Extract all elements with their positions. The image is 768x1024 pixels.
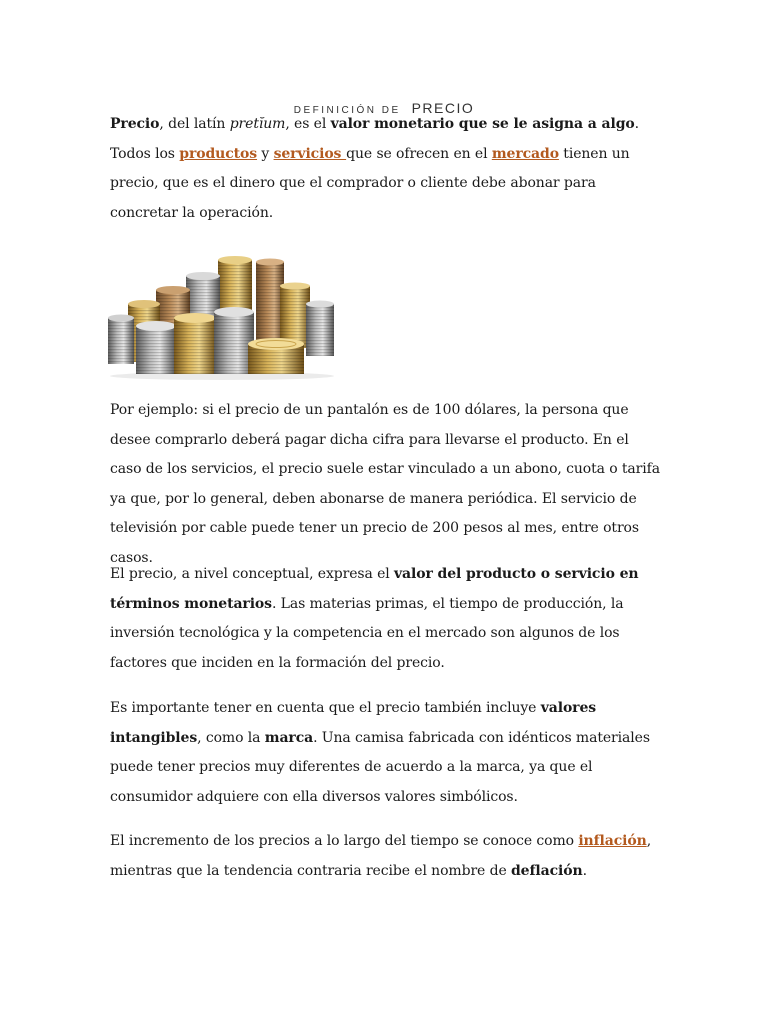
latin-term: pretĭum <box>229 116 286 132</box>
term-precio: Precio <box>110 116 160 132</box>
text-segment: , mientras que la tendencia contraria recibe el nombre de <box>110 833 652 879</box>
text-segment: . Las materias primas, el tiempo de producción, la inversión tecnológica y la competencia en el mercado son algunos de los factores que inciden en la formación del precio. <box>110 595 624 671</box>
paragraph-definition <box>110 110 660 228</box>
text-segment: . Una camisa fabricada con idénticos materiales puede tener precios muy diferentes de acuerdo a la marca, ya que el consumidor adquiere con ella diversos valores simbólicos. <box>110 729 650 805</box>
text-segment: , como la <box>197 729 265 746</box>
paragraph-inflation <box>110 827 660 886</box>
coin-stacks-image <box>108 256 336 380</box>
marca-emphasis: marca <box>264 729 314 746</box>
paragraph-example: Por ejemplo: si el precio de un pantalón es de 100 dólares, la persona que desee comprarlo deberá pagar dicha cifra para llevarse el producto. En el caso de los servicios, el precio suele estar vinculado a un abono, cuota o tarifa ya que, por lo general, deben abonarse de manera periódica. El servicio de televisión por cable puede tener un precio de 200 pesos al mes, entre otros casos. <box>110 402 660 566</box>
text-segment: tienen un precio, que es el dinero que el comprador o cliente debe abonar para concretar la operación. <box>110 145 630 221</box>
coin-stack <box>174 313 216 374</box>
link-servicios[interactable]: servicios <box>273 145 347 162</box>
definition-emphasis: valor monetario que se le asigna a algo <box>330 116 635 132</box>
coin-stack <box>256 259 284 341</box>
coin-stack <box>248 338 304 374</box>
coin-stack <box>136 321 176 374</box>
paragraph-intangibles <box>110 694 660 812</box>
intangibles-emphasis: valores intangibles <box>110 700 597 746</box>
link-inflacion[interactable]: inflación <box>578 833 647 849</box>
paragraph-concept <box>110 560 660 678</box>
text-segment: . Todos los <box>110 116 639 162</box>
text-segment: que se ofrecen en el <box>346 145 492 162</box>
link-productos[interactable]: productos <box>179 145 258 162</box>
coin-stack <box>108 315 134 365</box>
text-segment: y <box>257 145 274 162</box>
text-segment: Es importante tener en cuenta que el precio también incluye <box>110 700 541 716</box>
concept-emphasis: valor del producto o servicio en términos monetarios <box>110 566 639 612</box>
coin-stack <box>280 283 310 349</box>
text-segment: El precio, a nivel conceptual, expresa el <box>110 566 395 582</box>
link-mercado[interactable]: mercado <box>491 145 559 162</box>
text-segment: , del latín <box>159 116 230 132</box>
title-prefix: DEFINICIÓN DE <box>293 105 401 116</box>
deflacion-emphasis: deflación <box>510 862 583 879</box>
text-segment: . <box>582 862 587 879</box>
title-word: PRECIO <box>411 100 475 116</box>
coin-stack <box>306 301 334 357</box>
text-segment: , es el <box>285 116 331 132</box>
text-segment: El incremento de los precios a lo largo del tiempo se conoce como <box>110 833 579 849</box>
